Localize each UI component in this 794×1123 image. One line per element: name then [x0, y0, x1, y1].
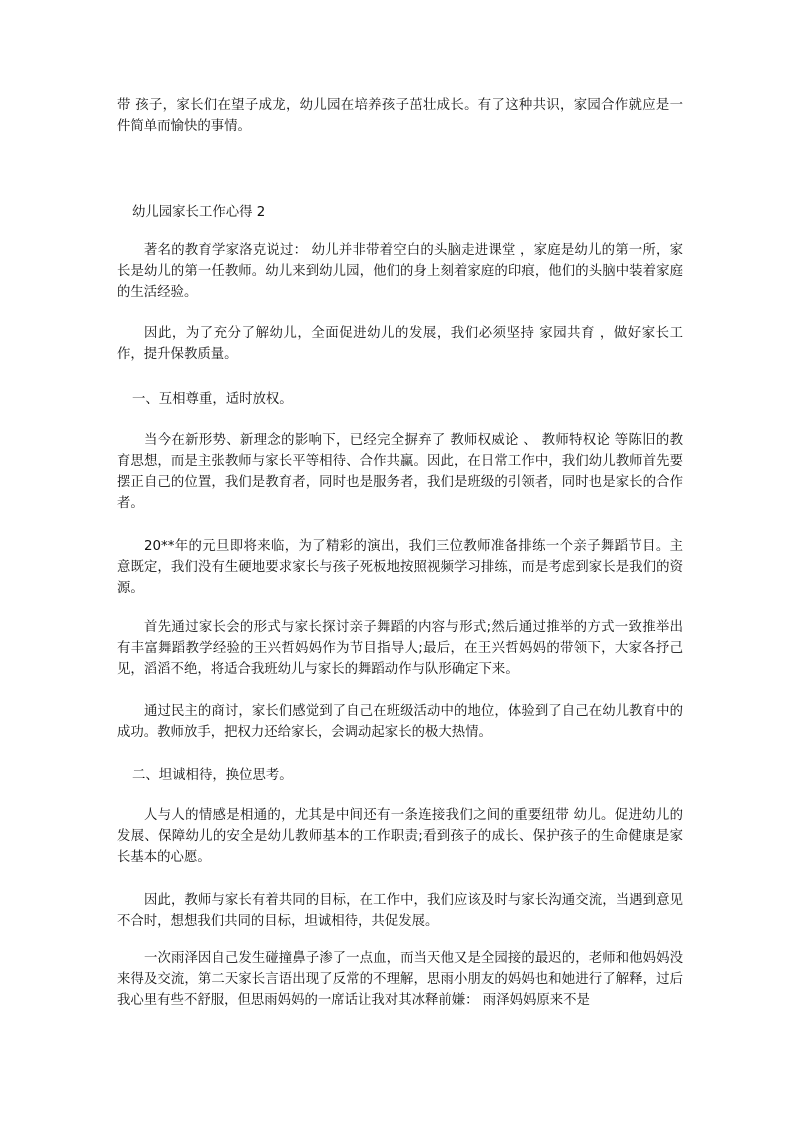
body-paragraph: 因此，为了充分了解幼儿，全面促进幼儿的发展，我们必须坚持 家园共育 ，做好家长工作，提升保教质量。	[117, 326, 683, 362]
body-paragraph: 通过民主的商讨，家长们感觉到了自己在班级活动中的地位，体验到了自己在幼儿教育中的成功。教师放手，把权力还给家长，会调动起家长的极大热情。	[117, 704, 683, 740]
body-paragraph: 带 孩子，家长们在望子成龙，幼儿园在培养孩子茁壮成长。有了这种共识，家园合作就应是一件简单而愉快的事情。	[117, 98, 683, 134]
body-paragraph: 当今在新形势、新理念的影响下，已经完全摒弃了 教师权威论 、 教师特权论 等陈旧的教育思想，而是主张教师与家长平等相待、合作共赢。因此，在日常工作中，我们幼儿教师首先要摆正自己的位置，我们是教育者，同时也是服务者，我们是班级的引领者，同时也是家长的合作者。	[117, 433, 683, 511]
body-paragraph: 一次雨泽因自己发生碰撞鼻子渗了一点血，而当天他又是全园接的最迟的，老师和他妈妈没来得及交流，第二天家长言语出现了反常的不理解，思雨小朋友的妈妈也和她进行了解释，过后我心里有些不舒服，但思雨妈妈的一席话让我对其冰释前嫌： 雨泽妈妈原来不是	[117, 951, 683, 1008]
body-paragraph: 因此，教师与家长有着共同的目标，在工作中，我们应该及时与家长沟通交流，当遇到意见不合时，想想我们共同的目标，坦诚相待，共促发展。	[117, 893, 683, 929]
body-paragraph: 首先通过家长会的形式与家长探讨亲子舞蹈的内容与形式;然后通过推举的方式一致推举出有丰富舞蹈教学经验的王兴哲妈妈作为节目指导人;最后，在王兴哲妈妈的带领下，大家各抒己见，滔滔不绝，将适合我班幼儿与家长的舞蹈动作与队形确定下来。	[117, 620, 683, 677]
body-paragraph: 人与人的情感是相通的，尤其是中间还有一条连接我们之间的重要纽带 幼儿。促进幼儿的发展、保障幼儿的安全是幼儿教师基本的工作职责;看到孩子的成长、保护孩子的生命健康是家长基本的心愿。	[117, 808, 683, 865]
section-heading: 一、互相尊重，适时放权。	[132, 392, 293, 407]
body-paragraph: 著名的教育学家洛克说过： 幼儿并非带着空白的头脑走进课堂 ，家庭是幼儿的第一所，家长是幼儿的第一任教师。幼儿来到幼儿园，他们的身上刻着家庭的印痕，他们的头脑中装着家庭的生活经验。	[117, 243, 683, 300]
section-heading: 二、坦诚相待，换位思考。	[132, 768, 293, 783]
section-title: 幼儿园家长工作心得 2	[132, 205, 266, 220]
body-paragraph: 20**年的元旦即将来临，为了精彩的演出，我们三位教师准备排练一个亲子舞蹈节目。主意既定，我们没有生硬地要求家长与孩子死板地按照视频学习排练，而是考虑到家长是我们的资源。	[117, 539, 683, 596]
